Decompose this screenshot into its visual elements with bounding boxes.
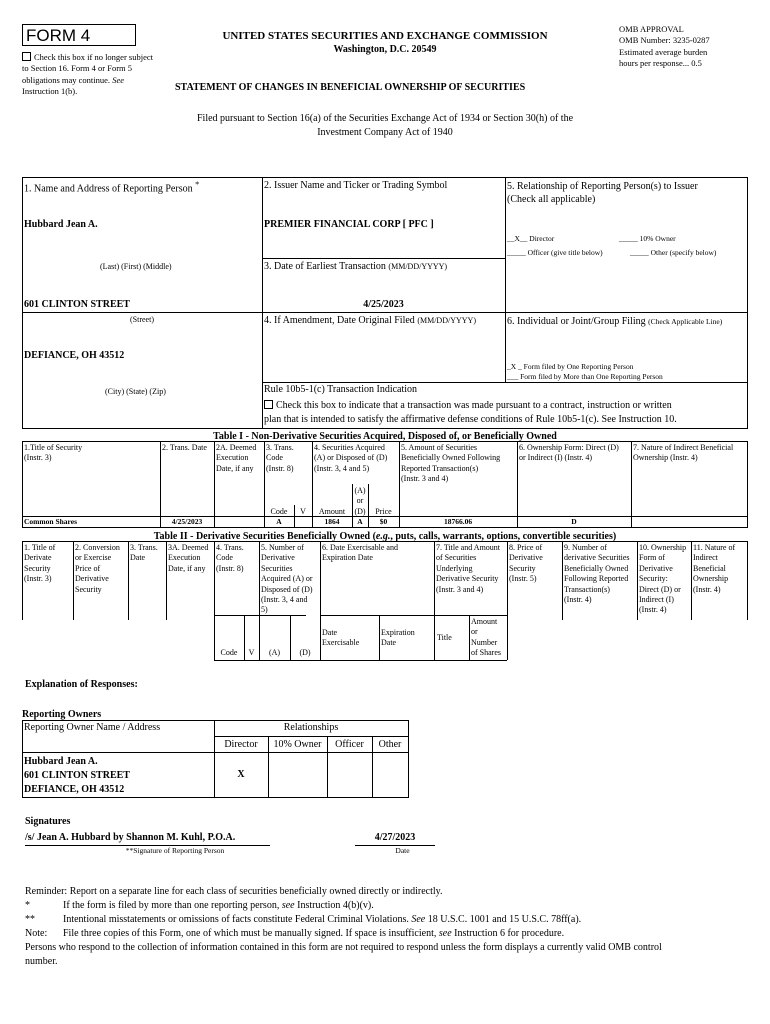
agency-name: UNITED STATES SECURITIES AND EXCHANGE COMMISSION — [222, 30, 548, 42]
t1-col-ownership-form: 6. Ownership Form: Direct (D) or Indirect (I) (Instr. 4) — [519, 443, 619, 463]
owner-address: Hubbard Jean A. 601 CLINTON STREET DEFIANCE, OH 43512 — [24, 756, 130, 795]
owners-heading: Reporting Owners — [22, 709, 102, 720]
signature-caption: **Signature of Reporting Person — [125, 846, 225, 855]
t2-sub-a: (A) — [268, 648, 281, 657]
t2-sub-date-exercisable: Date Exercisable — [322, 628, 360, 648]
t2-sub-d: (D) — [299, 648, 311, 657]
owners-col-relationships: Relationships — [283, 722, 339, 733]
form-title-box — [22, 24, 136, 46]
t1-row-amount: 1864 — [324, 517, 340, 526]
t2-sub-v: V — [248, 648, 255, 657]
t2-col-nature: 11. Nature of Indirect Beneficial Ownership (Instr. 4) — [693, 543, 736, 594]
owners-col-director: Director — [224, 739, 258, 750]
box1-label: 1. Name and Address of Reporting Person * — [24, 180, 200, 195]
t2-col-ownership-form: 10. Ownership Form of Derivative Security: Direct (D) or Indirect (I) (Instr. 4) — [639, 543, 687, 615]
t1-col-owned: 5. Amount of Securities Beneficially Owned Following Reported Transaction(s) (Instr. 3 and 4) — [401, 443, 501, 484]
box2-label: 2. Issuer Name and Ticker or Trading Symbol — [264, 180, 448, 191]
t1-row-form: D — [571, 517, 577, 526]
relationship-10pct: _____ 10% Owner — [619, 234, 676, 243]
box5-label: 5. Relationship of Reporting Person(s) to Issuer (Check all applicable) — [507, 181, 698, 205]
t1-sub-amount: Amount — [318, 507, 346, 516]
explanation-label: Explanation of Responses: — [25, 679, 138, 690]
owners-col-other: Other — [378, 739, 402, 750]
relationship-officer: _____ Officer (give title below) — [507, 248, 603, 257]
box3-label: 3. Date of Earliest Transaction (MM/DD/YYYY) — [264, 261, 448, 272]
footer-notes: Reminder: Report on a separate line for each class of securities beneficially owned directly or indirectly. * If the form is filed by more than one reporting person, see Instruction 4(b)(v). ** Intentional misstatements or omissions of facts constitute Federal Criminal Violations. See 18 U.S.C. 1001 and 15 U.S.C. 78ff(a). Note: File three copies of this Form, one of which must be manually signed. If space is insufficient, see Instruction 6 for procedure. Persons who respond to the collection of information contained in this form are not required to respond unless the form displays a currently valid OMB control number. — [25, 886, 662, 967]
t2-col-title: 1. Title of Derivate Security (Instr. 3) — [24, 543, 56, 584]
city-caption: (City) (State) (Zip) — [105, 387, 166, 396]
t1-sub-code: Code — [270, 507, 288, 516]
signature-date: 4/27/2023 — [374, 832, 416, 843]
no-longer-subject-note: Check this box if no longer subject to Section 16. Form 4 or Form 5 obligations may continue. See Instruction 1(b). — [22, 52, 153, 97]
rule-10b5-checkbox[interactable] — [264, 400, 273, 409]
form-title: FORM 4 — [26, 26, 91, 45]
t1-col-code: 3. Trans. Code (Instr. 8) — [266, 443, 294, 473]
t2-sub-code: Code — [220, 648, 238, 657]
t1-row-title: Common Shares — [24, 517, 77, 526]
t2-sub-expiration: Expiration Date — [381, 628, 415, 648]
reporting-person-street: 601 CLINTON STREET — [24, 299, 130, 310]
t2-sub-title: Title — [437, 633, 452, 642]
box6-label: 6. Individual or Joint/Group Filing (Check Applicable Line) — [507, 316, 723, 327]
filing-one-person: _X _ Form filed by One Reporting Person — [507, 362, 634, 371]
t2-col-date: 3. Trans. Date — [130, 543, 158, 563]
t1-col-acquired: 4. Securities Acquired (A) or Disposed of (D) (Instr. 3, 4 and 5) — [314, 443, 388, 473]
t1-sub-price: Price — [375, 507, 392, 516]
box4-label: 4. If Amendment, Date Original Filed (MM/DD/YYYY) — [264, 315, 476, 326]
t1-sub-aord: (A) or (D) — [354, 486, 366, 516]
t2-col-conversion: 2. Conversion or Exercise Price of Derivative Security — [75, 543, 120, 594]
name-caption: (Last) (First) (Middle) — [100, 262, 172, 271]
t1-row-owned: 18766.06 — [443, 517, 473, 526]
t2-col-underlying: 7. Title and Amount of Securities Underlying Derivative Security (Instr. 3 and 4) — [436, 543, 501, 594]
t2-col-price: 8. Price of Derivative Security (Instr. 5) — [509, 543, 543, 584]
filed-pursuant: Filed pursuant to Section 16(a) of the Securities Exchange Act of 1934 or Section 30(h) of the Investment Company Act of 1940 — [196, 113, 574, 138]
relationship-other: _____ Other (specify below) — [630, 248, 717, 257]
owners-col-officer: Officer — [335, 739, 364, 750]
rule-10b5-text: Check this box to indicate that a transaction was made pursuant to a contract, instruction or written plan that is intended to satisfy the affirmative defense conditions of Rule 10b5-1(c). See Instruction 10. — [264, 400, 677, 425]
signatures-heading: Signatures — [25, 816, 71, 827]
street-caption: (Street) — [130, 315, 154, 324]
omb-approval: OMB APPROVAL OMB Number: 3235-0287 Estimated average burden hours per response... 0.5 — [619, 24, 710, 69]
no-longer-subject-checkbox[interactable] — [22, 52, 31, 61]
filing-multiple-persons: ___ Form filed by More than One Reporting Person — [507, 372, 663, 381]
t2-col-exercisable: 6. Date Exercisable and Expiration Date — [322, 543, 398, 563]
t1-row-price: $0 — [379, 517, 388, 526]
reporting-person-name: Hubbard Jean A. — [24, 219, 98, 230]
t1-sub-v: V — [300, 507, 306, 516]
t1-row-date: 4/25/2023 — [171, 517, 203, 526]
table2-title: Table II - Derivative Securities Beneficially Owned (e.g., puts, calls, warrants, options, convertible securities) — [153, 531, 617, 542]
t1-col-deemed: 2A. Deemed Execution Date, if any — [216, 443, 257, 473]
issuer-name: PREMIER FINANCIAL CORP [ PFC ] — [264, 219, 434, 230]
rule-10b5-title: Rule 10b5-1(c) Transaction Indication — [264, 384, 418, 395]
table1-title: Table I - Non-Derivative Securities Acquired, Disposed of, or Beneficially Owned — [213, 431, 557, 442]
owner-director-mark: X — [237, 769, 245, 780]
owners-col-name: Reporting Owner Name / Address — [24, 722, 161, 733]
t1-row-code: A — [276, 517, 282, 526]
t2-col-deemed: 3A. Deemed Execution Date, if any — [168, 543, 209, 573]
t2-col-code: 4. Trans. Code (Instr. 8) — [216, 543, 244, 573]
statement-title: STATEMENT OF CHANGES IN BENEFICIAL OWNERSHIP OF SECURITIES — [175, 82, 526, 93]
relationship-director: __X__ Director — [507, 234, 555, 243]
t1-row-aord: A — [357, 517, 363, 526]
t1-col-nature: 7. Nature of Indirect Beneficial Ownership (Instr. 4) — [633, 443, 734, 463]
t1-col-date: 2. Trans. Date — [162, 443, 207, 452]
t2-sub-amount: Amount or Number of Shares — [471, 617, 501, 658]
agency-location: Washington, D.C. 20549 — [333, 44, 437, 55]
signature-date-caption: Date — [395, 846, 410, 855]
signature-value: /s/ Jean A. Hubbard by Shannon M. Kuhl, P.O.A. — [25, 832, 236, 843]
reporting-person-city: DEFIANCE, OH 43512 — [24, 350, 125, 361]
owners-col-10pct: 10% Owner — [273, 739, 322, 750]
t1-col-title: 1.Title of Security (Instr. 3) — [24, 443, 83, 463]
t2-col-number: 5. Number of Derivative Securities Acquired (A) or Disposed of (D) (Instr. 3, 4 and 5) — [261, 543, 313, 615]
earliest-transaction-date: 4/25/2023 — [363, 299, 404, 310]
t2-col-derivative-owned: 9. Number of derivative Securities Beneficially Owned Following Reported Transaction(s) (Instr. 4) — [564, 543, 630, 604]
